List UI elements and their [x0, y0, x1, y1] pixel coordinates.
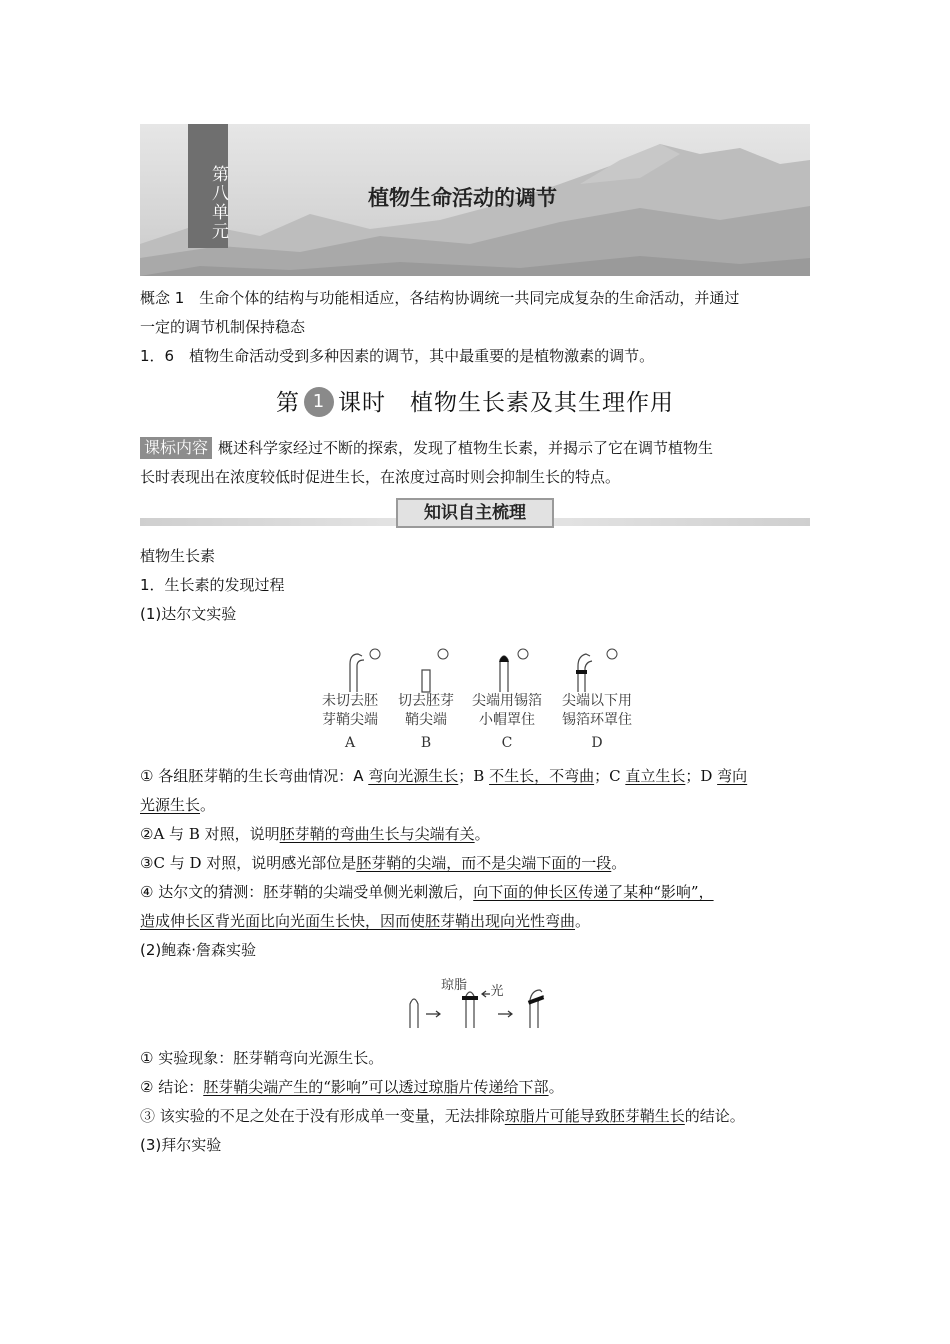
boysen-jensen-figure	[400, 976, 560, 1032]
exp2-title: (2)鲍森·詹森实验	[140, 941, 257, 959]
standard-line-2: 长时表现出在浓度较低时促进生长，在浓度过高时则会抑制生长的特点。	[140, 468, 621, 486]
standard-tag: 课标内容	[140, 437, 212, 459]
agar-label: 琼脂	[440, 978, 467, 993]
topic-title: 植物生长素	[140, 547, 216, 565]
light-label: 光	[490, 984, 504, 999]
analysis-item-2: ②A 与 B 对照，说明胚芽鞘的弯曲生长与尖端有关。	[140, 825, 490, 843]
figure-label-b: 切去胚芽 鞘尖端 B	[398, 693, 454, 751]
unit-banner	[140, 124, 810, 276]
result-item-1: ① 实验现象：胚芽鞘弯向光源生长。	[140, 1049, 384, 1067]
exp3-title: (3)拜尔实验	[140, 1136, 222, 1154]
standard-line-1: 概述科学家经过不断的探索，发现了植物生长素，并揭示了它在调节植物生	[218, 439, 714, 457]
concept-point: 1．6 植物生命活动受到多种因素的调节，其中最重要的是植物激素的调节。	[140, 347, 655, 365]
concept-paragraph	[140, 284, 812, 371]
lesson-suffix: 课时 植物生长素及其生理作用	[338, 390, 674, 416]
darwin-coleoptiles-drawing	[310, 644, 650, 694]
darwin-experiment-figure	[310, 644, 650, 754]
heading-discovery: 1．生长素的发现过程	[140, 576, 285, 594]
exp1-title: (1)达尔文实验	[140, 605, 237, 623]
analysis-item-3: ③C 与 D 对照，说明感光部位是胚芽鞘的尖端，而不是尖端下面的一段。	[140, 854, 627, 872]
section-header-bar	[140, 498, 810, 532]
lesson-number-badge: 1	[304, 387, 334, 417]
result-item-3: ③ 该实验的不足之处在于没有形成单一变量，无法排除琼脂片可能导致胚芽鞘生长的结论。	[140, 1107, 745, 1125]
unit-title: 植物生命活动的调节	[368, 185, 557, 210]
figure-label-a: 未切去胚 芽鞘尖端 A	[322, 693, 378, 751]
section-title: 知识自主梳理	[396, 498, 554, 528]
curriculum-standard	[140, 434, 812, 492]
unit-tab: 第八单元	[188, 124, 228, 248]
analysis-item-4: ④ 达尔文的猜测：胚芽鞘的尖端受单侧光刺激后，向下面的伸长区传递了某种“影响”，	[140, 883, 714, 901]
content-headings	[140, 542, 812, 629]
darwin-analysis: ① 各组胚芽鞘的生长弯曲情况：A 弯向光源生长；B 不生长，不弯曲；C 直立生长；D 弯向 光源生长。 ②A 与 B 对照，说明胚芽鞘的弯曲生长与尖端有关。 ③C 与 D 对照，说明感光部位是胚芽鞘的尖端，而不是尖端下面的一段。 ④ 达尔文的猜测：胚芽鞘的尖端受单侧光刺激后，向下面的伸长区传递了某种“影响”， 造成伸长区背光面比向光面生长快，因而使胚芽鞘出现向光性弯曲。 (2)鲍森·詹森实验	[140, 762, 812, 965]
result-item-2: ② 结论：胚芽鞘尖端产生的“影响”可以透过琼脂片传递给下部。	[140, 1078, 564, 1096]
analysis-item-1: ① 各组胚芽鞘的生长弯曲情况：A 弯向光源生长；B 不生长，不弯曲；C 直立生长；D 弯向	[140, 767, 748, 785]
boysen-jensen-analysis	[140, 1044, 812, 1160]
lesson-prefix: 第	[276, 390, 300, 416]
figure-label-d: 尖端以下用 锡箔环罩住 D	[562, 693, 632, 751]
concept-line-1: 概念 1 生命个体的结构与功能相适应，各结构协调统一共同完成复杂的生命活动，并通过	[140, 289, 740, 307]
concept-line-2: 一定的调节机制保持稳态	[140, 318, 306, 336]
lesson-title	[140, 384, 810, 417]
figure-label-c: 尖端用锡箔 小帽罩住 C	[472, 693, 542, 751]
boysen-jensen-drawing	[400, 976, 560, 1032]
